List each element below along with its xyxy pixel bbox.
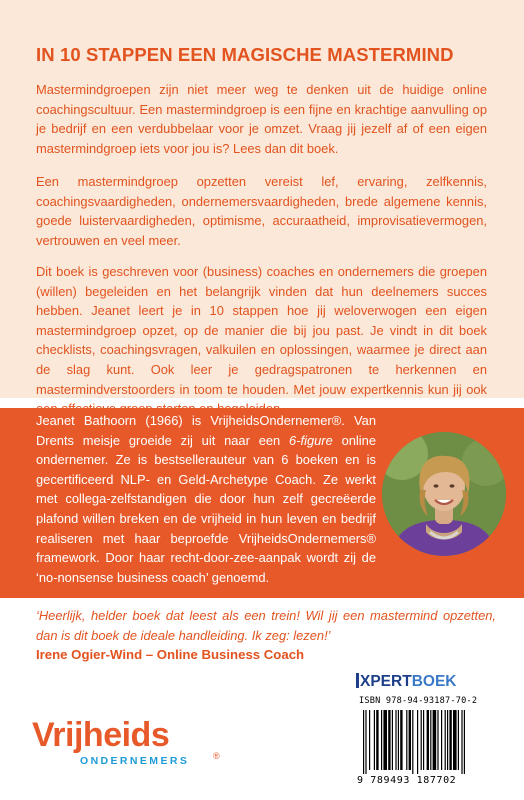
isbn-label: ISBN 978-94-93187-70-2 (359, 696, 478, 706)
barcode-bar (374, 710, 375, 770)
publisher-logo-part-1: XPERT (360, 673, 412, 690)
author-portrait (382, 432, 506, 556)
brand-logo-subline: ONDERNEMERS (80, 755, 190, 767)
barcode-bar (398, 710, 399, 770)
barcode-bars-icon (363, 710, 497, 774)
barcode-bar (461, 710, 462, 774)
barcode-bar (383, 710, 387, 770)
author-portrait-icon (382, 432, 506, 556)
barcode-digits: 9 789493 187702 (357, 775, 457, 786)
barcode-bar (412, 710, 413, 774)
barcode-bar (376, 710, 378, 770)
barcode-bar (430, 710, 431, 770)
barcode-bar (433, 710, 437, 770)
barcode-bar (445, 710, 446, 770)
barcode-bar (392, 710, 393, 770)
brand-logo-wordmark: Vrijheids (32, 716, 170, 754)
publisher-logo (356, 671, 456, 693)
barcode-bar (388, 710, 390, 770)
barcode-bar (417, 710, 418, 774)
barcode-bar (400, 710, 402, 770)
author-bio-text-2: online ondernemer. Ze is bestsellerauteur van 6 boeken en is gecertificeerd NLP- en Geld-Archetype Coach. Ze werkt met collega-zelfstandigen die door hun zelf gecreëerde plafond willen breken en de vrijheid in hun leven en bedrijf realiseren met haar beproefde VrijheidsOndernemers® framework. Door haar recht-door-zee-aanpak wordt zij de ‘no-nonsense business coach’ genoemd. (36, 432, 376, 585)
barcode-bar (453, 710, 457, 770)
testimonial-quote: ‘Heerlijk, helder boek dat leest als een trein! Wil jij een mastermind opzetten, dan is dit boek de ideale handleiding. Ik zeg: lezen!’ (36, 608, 496, 643)
barcode-bar (381, 710, 382, 770)
barcode-bar (409, 710, 411, 770)
barcode-bar (447, 710, 448, 770)
barcode-bar (441, 710, 442, 770)
barcode-bar (365, 710, 366, 774)
barcode-bar (406, 710, 407, 770)
barcode-bar (464, 710, 465, 774)
barcode-bar (449, 710, 451, 770)
description-paragraph-2: Een mastermindgroep opzetten vereist lef, ervaring, zelfkennis, coachingsvaardigheden, ondernemersvaardigheden, brede algemene kennis, goede luistervaardigheden, optimisme, accuraatheid, improvisatievermogen, vertrouwen en veel meer. (36, 174, 487, 248)
publisher-logo-part-2: BOEK (411, 673, 457, 690)
barcode-bar (421, 710, 422, 770)
publisher-logo-e-icon (356, 673, 359, 688)
barcode-bar (437, 710, 438, 770)
author-bio (36, 411, 376, 587)
isbn-barcode (357, 694, 503, 793)
author-bio-italic: 6-figure (289, 432, 333, 448)
barcode-bar (369, 710, 370, 770)
brand-registered-mark: ® (213, 751, 220, 761)
barcode-bar (423, 710, 424, 770)
cover-title: IN 10 STAPPEN EEN MAGISCHE MASTERMIND (36, 44, 454, 65)
description-paragraph-3: Dit boek is geschreven voor (business) coaches en ondernemers die groepen (willen) begeleiden en het belangrijk vinden dat hun deelnemers succes hebben. Jeanet leert je in 10 stappen hoe jij weloverwogen een eigen mastermindgroep opzet, op de manier die bij jou past. Je vindt in dit boek checklists, coachingsvragen, valkuilen en oplossingen, waarmee je direct aan de slag kunt. Ook leer je gedragspatronen te herkennen en mastermindverstoorders in toom te houden. Met jouw expertkennis kun jij ook (36, 264, 487, 397)
testimonial-author: Irene Ogier-Wind – Online Business Coach (36, 647, 305, 662)
barcode-bar (427, 710, 429, 770)
description-paragraph-1: Mastermindgroepen zijn niet meer weg te denken uit de huidige online coachingscultuur. Een mastermindgroep is een fijne en krachtige aanvulling op je bedrijf en een verdubbelaar voor je omzet. Vraag jij jezelf af of een eigen mastermindgroep iets voor jou is? Lees dan dit boek. (36, 82, 487, 156)
barcode-bar (458, 710, 459, 770)
barcode-bar (363, 710, 364, 774)
barcode-bar (395, 710, 396, 770)
author-bio-text-1: Jeanet Bathoorn (1966) is VrijheidsOndernemer®. Van Drents meisje groeide zij uit naar een (36, 413, 376, 448)
